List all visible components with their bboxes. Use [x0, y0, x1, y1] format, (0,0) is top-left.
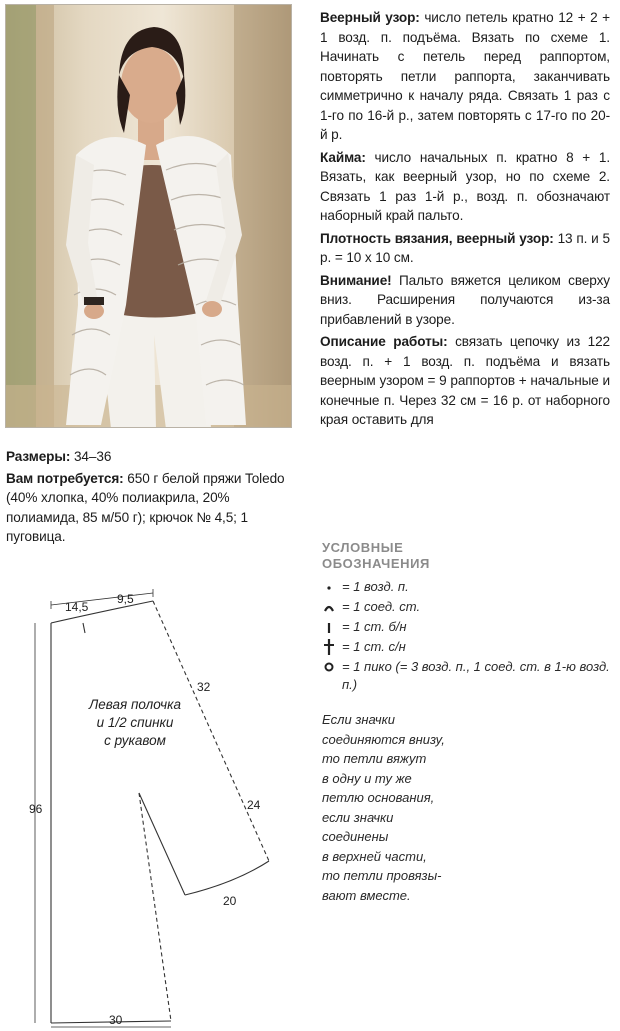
legend-note — [322, 710, 612, 905]
legend-item-double-crochet-text: = 1 ст. с/н — [342, 639, 406, 654]
legend-note-line-10: вают вместе. — [322, 887, 411, 903]
schematic-label-line-2: и 1/2 спинки — [96, 715, 174, 730]
gauge-text: 13 п. и 5 р. = 10 х 10 см. — [320, 230, 610, 265]
model-illustration — [6, 5, 292, 428]
legend-note-line-4: в одну и ту же — [322, 770, 412, 786]
schematic-label-line-1: Левая полочка — [88, 697, 181, 712]
legend-item-chain-text: = 1 возд. п. — [342, 579, 409, 594]
legend-item-double-crochet — [322, 638, 612, 656]
dim-top-left: 14,5 — [65, 600, 89, 614]
legend-title-line-1: УСЛОВНЫЕ — [322, 540, 404, 555]
materials-label: Вам потребуется: — [6, 470, 124, 486]
border-paragraph — [320, 148, 610, 226]
instructions-column — [320, 8, 610, 433]
legend-note-line-1: Если значки — [322, 712, 395, 727]
dim-diag-upper: 32 — [197, 680, 211, 694]
legend-title-line-2: ОБОЗНАЧЕНИЯ — [322, 556, 430, 571]
legend-item-slip-stitch-text: = 1 соед. ст. — [342, 599, 421, 614]
symbols-legend — [322, 540, 612, 905]
work-description-text: связать цепочку из 122 возд. п. + 1 возд. п. подъёма и вязать веерным узором = 9 раппортов + начальные и конечные п. Через 32 см = 16 р. от наборного края оставить для — [320, 334, 610, 427]
model-photo — [5, 4, 292, 428]
dim-bottom: 30 — [109, 1013, 123, 1027]
pattern-schematic — [25, 583, 285, 1028]
dim-diag-lower: 24 — [247, 798, 261, 812]
dim-bottom-right: 20 — [223, 894, 237, 908]
materials-paragraph — [6, 469, 291, 547]
sizes-label: Размеры: — [6, 449, 71, 464]
pattern-text: число петель кратно 12 + 2 + 1 возд. п. подъёма. Вязать по схеме 1. Начинать с петель перед раппортом, повторять петли раппорта, заканчивать симметрично к началу ряда. Связать 1 раз с 1-го по 16-й р., затем повторять с 17-го по 20-й р. — [320, 10, 610, 142]
dot-icon — [322, 578, 338, 596]
legend-title — [322, 540, 612, 572]
legend-note-line-7: соединены — [322, 829, 389, 844]
legend-note-line-9: то петли провязы- — [322, 868, 442, 883]
schematic-drawing — [25, 583, 285, 1028]
legend-item-single-crochet — [322, 618, 612, 636]
dim-top-right: 9,5 — [117, 592, 134, 606]
cross-bar-icon — [322, 638, 338, 656]
sizes-text: 34–36 — [70, 449, 112, 464]
gauge-paragraph — [320, 229, 610, 268]
dim-left-height: 96 — [29, 802, 43, 816]
attention-paragraph — [320, 271, 610, 330]
pattern-label: Веерный узор: — [320, 10, 420, 25]
sizes-paragraph — [6, 447, 291, 467]
legend-note-line-3: то петли вяжут — [322, 751, 427, 766]
work-description-paragraph — [320, 332, 610, 430]
gauge-label: Плотность вязания, веерный узор: — [320, 230, 554, 246]
legend-item-single-crochet-text: = 1 ст. б/н — [342, 619, 407, 634]
attention-label: Внимание! — [320, 272, 392, 288]
attention-text: Пальто вяжется целиком сверху вниз. Расширения получаются из-за прибавлений в узоре. — [320, 272, 610, 327]
legend-item-picot — [322, 658, 612, 694]
ring-icon — [322, 658, 338, 676]
legend-note-line-2: соединяются внизу, — [322, 731, 445, 747]
legend-note-line-5: петлю основания, — [322, 790, 435, 805]
materials-text: 650 г белой пряжи Toledo (40% хлопка, 40% полиакрила, 20% полиамида, 85 м/50 г); крючок № 4,5; 1 пуговица. — [6, 470, 285, 544]
pattern-paragraph — [320, 8, 610, 145]
legend-item-picot-text: = 1 пико (= 3 возд. п., 1 соед. ст. в 1-ю возд. п.) — [342, 659, 610, 692]
border-label: Кайма: — [320, 149, 366, 165]
legend-note-line-8: в верхней части, — [322, 848, 427, 864]
legend-note-line-6: если значки — [322, 809, 394, 825]
work-description-label: Описание работы: — [320, 334, 448, 349]
arc-icon — [322, 598, 338, 616]
legend-item-chain — [322, 578, 612, 596]
materials-column — [6, 447, 291, 549]
schematic-label — [65, 696, 205, 750]
schematic-label-line-3: с рукавом — [104, 733, 166, 748]
legend-item-slip-stitch — [322, 598, 612, 616]
short-bar-icon — [322, 618, 338, 636]
border-text: число начальных п. кратно 8 + 1. Вязать, как веерный узор, но по схеме 2. Связать 1 раз 1-й р., возд. п. обозначают наборный край пальто. — [320, 149, 610, 223]
